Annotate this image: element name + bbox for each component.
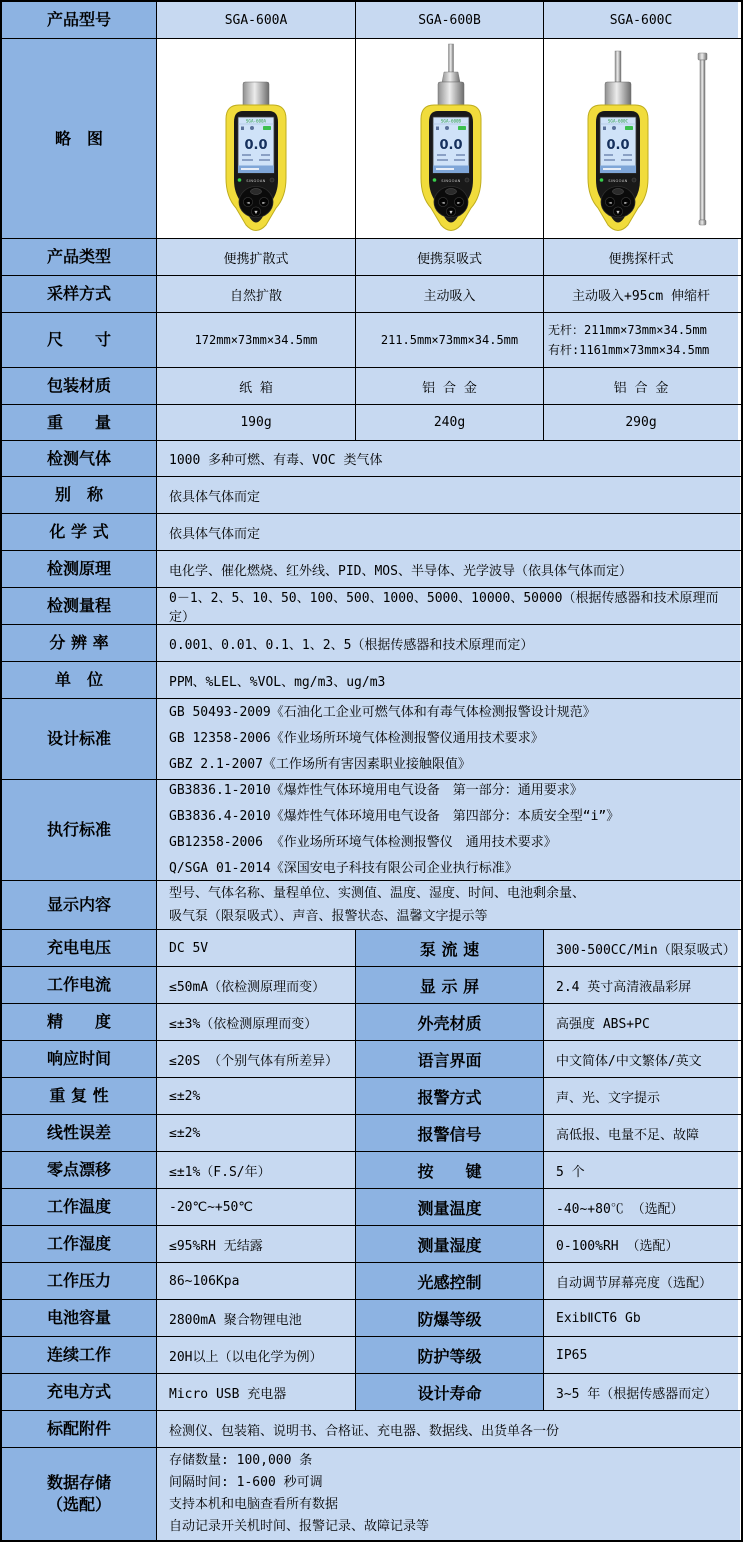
table-row [2,514,741,551]
table-row [2,276,741,313]
standard-line: Q/SGA 01-2014《深国安电子科技有限公司企业执行标准》 [169,861,518,876]
standard-line: GB 50493-2009《石油化工企业可燃气体和有毒气体检测报警设计规范》 [169,705,596,720]
row-label: 连续工作 [2,1337,156,1373]
table-row [2,551,741,588]
cell-value: ≤±2% [156,1115,355,1151]
svg-text:►: ► [457,199,461,205]
led-indicator [238,178,242,182]
row-label: 按 键 [355,1152,543,1188]
table-row [2,930,741,967]
cell-value: ≤20S （个别气体有所差异） [156,1041,355,1077]
row-label: 防护等级 [355,1337,543,1373]
cell-value: 便携扩散式 [156,239,355,275]
battery-icon [625,126,633,130]
gas-detector-illustration [161,41,351,237]
power-button [270,178,274,182]
battery-icon [263,126,271,130]
speaker-icon [603,126,606,130]
model-name-b: SGA-600B [355,2,543,38]
storage-label-line2: （选配） [46,1495,111,1514]
svg-text:►: ► [624,199,628,205]
row-label: 工作电流 [2,967,156,1003]
battery-icon [458,126,466,130]
cell-value: 2800mA 聚合物锂电池 [156,1300,355,1336]
led-indicator [433,178,437,182]
row-label: 精 度 [2,1004,156,1040]
cell-value: 172mm×73mm×34.5mm [156,313,355,367]
svg-text:SGA-600A: SGA-600A [245,118,267,123]
fan-icon [612,126,616,130]
cell-value: 290g [543,405,738,440]
dim-with-rod: 有杆:1161mm×73mm×34.5mm [548,343,710,357]
cell-value: Micro USB 充电器 [156,1374,355,1410]
storage-line: 支持本机和电脑查看所有数据 [169,1497,339,1512]
row-label: 电池容量 [2,1300,156,1336]
table-row [2,39,741,239]
cell-value: ≤±1%（F.S/年） [156,1152,355,1188]
svg-text:►: ► [262,199,266,205]
table-row [2,1041,741,1078]
row-label: 别 称 [2,477,156,513]
display-line: 吸气泵（限泵吸式）、声音、报警状态、温馨文字提示等 [169,909,488,924]
table-row [2,1226,741,1263]
led-indicator [600,178,604,182]
cell-value: -20℃~+50℃ [156,1189,355,1225]
svg-text:SGA-600C: SGA-600C [607,118,629,123]
standard-line: GB12358-2006 《作业场所环境气体检测报警仪 通用技术要求》 [169,835,557,850]
power-button [632,178,636,182]
table-row [2,1374,741,1411]
row-label: 零点漂移 [2,1152,156,1188]
dim-no-rod: 无杆：211mm×73mm×34.5mm [548,323,707,337]
cell-value: IP65 [543,1337,738,1373]
cell-value: 自然扩散 [156,276,355,312]
fan-icon [445,126,449,130]
standard-line: GB3836.4-2010《爆炸性气体环境用电气设备 第四部分：本质安全型“i”》 [169,809,620,824]
row-label: 设计标准 [2,699,156,779]
svg-text:▼: ▼ [254,208,258,214]
menu-button [613,188,624,194]
product-photo-sga-600a [161,41,351,237]
row-label: 外壳材质 [355,1004,543,1040]
cell-value: 1000 多种可燃、有毒、VOC 类气体 [156,441,740,476]
cell-value [156,1448,740,1540]
table-row [2,780,741,881]
reading-value: 0.0 [606,137,630,153]
cell-value: ≤±3%（依检测原理而变） [156,1004,355,1040]
cell-value: 中文简体/中文繁体/英文 [543,1041,738,1077]
row-label-storage [2,1448,156,1540]
brand-text: SINGOAN [608,178,628,183]
row-label: 化 学 式 [2,514,156,550]
probe-tube [449,44,454,72]
row-label: 分 辨 率 [2,625,156,661]
table-row [2,239,741,276]
cell-value: 211.5mm×73mm×34.5mm [355,313,543,367]
row-label-sketch: 略 图 [2,39,156,238]
reading-value: 0.0 [439,137,463,153]
cell-value: 自动调节屏幕亮度（选配） [543,1263,738,1299]
cell-value [156,881,740,929]
standard-line: GB3836.1-2010《爆炸性气体环境用电气设备 第一部分：通用要求》 [169,783,583,798]
cell-value: 铝 合 金 [543,368,738,404]
storage-line: 存储数量: 100,000 条 [169,1453,313,1468]
svg-text:◄: ◄ [608,199,612,205]
row-label: 工作湿度 [2,1226,156,1262]
cell-value: PPM、%LEL、%VOL、mg/m3、ug/m3 [156,662,740,698]
standard-line: GBZ 2.1-2007《工作场所有害因素职业接触限值》 [169,757,471,772]
row-label: 包装材质 [2,368,156,404]
row-label: 产品类型 [2,239,156,275]
table-row [2,625,741,662]
cell-value [156,699,740,779]
gas-detector-illustration [546,41,736,237]
table-row [2,588,741,625]
cell-value: 主动吸入 [355,276,543,312]
cell-value: 86~106Kpa [156,1263,355,1299]
cell-value: ExibⅡCT6 Gb [543,1300,738,1336]
row-label-model: 产品型号 [2,2,156,38]
row-label: 测量湿度 [355,1226,543,1262]
cell-value: 0-100%RH （选配） [543,1226,738,1262]
svg-text:◄: ◄ [246,199,250,205]
row-label: 语言界面 [355,1041,543,1077]
row-label: 工作压力 [2,1263,156,1299]
model-name-c: SGA-600C [543,2,738,38]
cell-value: 300-500CC/Min（限泵吸式） [543,930,738,966]
telescopic-rod [698,53,707,225]
table-row [2,2,741,39]
model-name-a: SGA-600A [156,2,355,38]
cell-value: ≤95%RH 无结露 [156,1226,355,1262]
cell-value: 依具体气体而定 [156,514,740,550]
row-label: 报警方式 [355,1078,543,1114]
row-label: 单 位 [2,662,156,698]
cell-value: 依具体气体而定 [156,477,740,513]
row-label: 重 量 [2,405,156,440]
speaker-icon [436,126,439,130]
table-row [2,1078,741,1115]
table-row [2,441,741,477]
table-row [2,699,741,780]
table-row [2,477,741,514]
cell-value: DC 5V [156,930,355,966]
product-photo-sga-600b [356,41,546,237]
photo-cell-a [156,39,355,238]
svg-text:SGA-600B: SGA-600B [440,118,462,123]
cell-value: 20H以上（以电化学为例） [156,1337,355,1373]
table-row [2,662,741,699]
power-button [465,178,469,182]
cell-value: 便携泵吸式 [355,239,543,275]
cell-value: 5 个 [543,1152,738,1188]
fan-icon [250,126,254,130]
table-row [2,1004,741,1041]
row-label: 检测量程 [2,588,156,624]
table-row [2,1448,741,1540]
table-row [2,967,741,1004]
sensor-cap [605,82,631,107]
sensor-cap [438,82,464,107]
cell-value: -40~+80℃ （选配） [543,1189,738,1225]
reading-value: 0.0 [244,137,268,153]
speaker-icon [241,126,244,130]
row-label: 检测原理 [2,551,156,587]
row-label: 显 示 屏 [355,967,543,1003]
cell-value: 高强度 ABS+PC [543,1004,738,1040]
row-label: 光感控制 [355,1263,543,1299]
row-label: 检测气体 [2,441,156,476]
cell-value: 主动吸入+95cm 伸缩杆 [543,276,738,312]
svg-text:▼: ▼ [616,208,620,214]
storage-line: 间隔时间: 1-600 秒可调 [169,1475,323,1490]
table-row [2,1411,741,1448]
table-row [2,1189,741,1226]
row-label: 执行标准 [2,780,156,880]
photo-cell-c [543,39,738,238]
row-label: 泵 流 速 [355,930,543,966]
table-row [2,1263,741,1300]
storage-label-line1: 数据存储 [46,1473,111,1492]
table-row [2,405,741,441]
cell-value: 0－1、2、5、10、50、100、500、1000、5000、10000、50000（根据传感器和技术原理而定） [156,588,740,624]
cell-value: 声、光、文字提示 [543,1078,738,1114]
cell-value: 2.4 英寸高清液晶彩屏 [543,967,738,1003]
cell-value: ≤50mA（依检测原理而变） [156,967,355,1003]
row-label: 充电电压 [2,930,156,966]
cell-value: 便携探杆式 [543,239,738,275]
row-label: 标配附件 [2,1411,156,1447]
cell-value: 0.001、0.01、0.1、1、2、5（根据传感器和技术原理而定） [156,625,740,661]
row-label: 采样方式 [2,276,156,312]
row-label: 工作温度 [2,1189,156,1225]
probe-cone [442,72,460,82]
gas-detector-illustration [356,41,546,237]
menu-button [251,188,262,194]
table-row [2,1337,741,1374]
photo-cell-b [355,39,543,238]
probe-tube [615,51,621,82]
cell-value [543,313,738,367]
row-label: 设计寿命 [355,1374,543,1410]
cell-value [156,780,740,880]
cell-value: 检测仪、包装箱、说明书、合格证、充电器、数据线、出货单各一份 [156,1411,740,1447]
row-label: 尺 寸 [2,313,156,367]
brand-text: SINGOAN [441,178,461,183]
table-row [2,1300,741,1337]
cell-value: 3~5 年（根据传感器而定） [543,1374,738,1410]
storage-line: 自动记录开关机时间、报警记录、故障记录等 [169,1519,430,1534]
cell-value: 高低报、电量不足、故障 [543,1115,738,1151]
cell-value: 铝 合 金 [355,368,543,404]
table-row [2,881,741,930]
table-row [2,368,741,405]
row-label: 显示内容 [2,881,156,929]
cell-value: 190g [156,405,355,440]
svg-text:▼: ▼ [449,208,453,214]
row-label: 充电方式 [2,1374,156,1410]
row-label: 报警信号 [355,1115,543,1151]
cell-value: ≤±2% [156,1078,355,1114]
table-row [2,1115,741,1152]
brand-text: SINGOAN [246,178,266,183]
table-row [2,313,741,368]
table-row [2,1152,741,1189]
cell-value: 纸 箱 [156,368,355,404]
sensor-cap [243,82,269,107]
row-label: 防爆等级 [355,1300,543,1336]
product-photo-sga-600c [546,41,736,237]
row-label: 测量温度 [355,1189,543,1225]
cell-value: 240g [355,405,543,440]
cell-value: 电化学、催化燃烧、红外线、PID、MOS、半导体、光学波导（依具体气体而定） [156,551,740,587]
svg-text:◄: ◄ [441,199,445,205]
menu-button [446,188,457,194]
row-label: 线性误差 [2,1115,156,1151]
row-label: 重 复 性 [2,1078,156,1114]
standard-line: GB 12358-2006《作业场所环境气体检测报警仪通用技术要求》 [169,731,544,746]
display-line: 型号、气体名称、量程单位、实测值、温度、湿度、时间、电池剩余量、 [169,886,586,901]
row-label: 响应时间 [2,1041,156,1077]
